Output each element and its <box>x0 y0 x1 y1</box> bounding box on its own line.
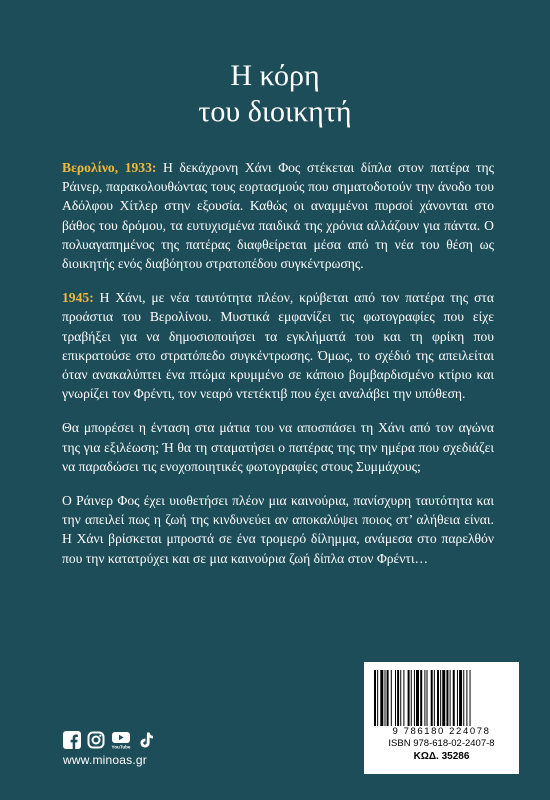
barcode-bar <box>427 670 428 726</box>
barcode-bars <box>372 670 511 726</box>
barcode-bar <box>463 670 464 726</box>
barcode-bar <box>442 670 445 726</box>
barcode-number: 9 786180 224078 <box>392 726 491 737</box>
barcode-bar <box>400 670 401 726</box>
barcode-bar <box>411 670 412 726</box>
barcode-bar <box>466 670 467 726</box>
barcode-bar <box>397 670 399 726</box>
instagram-icon <box>87 731 105 749</box>
paragraph-text: Η δεκάχρονη Χάνι Φος στέκεται δίπλα στον πατέρα της Ράινερ, παρακολουθώντας τους εορτασμούς που σηματοδοτούν την άνοδο του Αδόλφου Χίτλερ στην εξουσία. Καθώς οι αναμμένοι πυρσοί χάνονται στο βάθος του δρόμου, τα ευτυχισμένα παιδικά της χρόνια αλλάζουν για πάντα. Ο πολυαγαπημένος της πατέρας διαφθείρεται μέσα από τη νέα του θέση ως διοικητής ενός διαβόητου στρατοπέδου συγκέντρωσης. <box>62 160 494 272</box>
paragraph-lead: 1945: <box>62 290 94 306</box>
barcode-bar <box>377 670 378 726</box>
paragraph-2 <box>62 288 494 403</box>
barcode-bar <box>408 670 410 726</box>
paragraph-lead: Βερολίνο, 1933: <box>62 160 157 175</box>
product-code: ΚΩΔ. 35286 <box>413 751 470 762</box>
youtube-icon <box>111 731 131 749</box>
barcode-bar <box>440 670 441 726</box>
website-link[interactable]: www.minoas.gr <box>63 753 147 767</box>
barcode-bar <box>385 670 386 726</box>
barcode-bar <box>470 670 471 726</box>
barcode-bar <box>457 670 458 726</box>
book-title <box>0 58 550 130</box>
paragraph-text: Θα μπορέσει η ένταση στα μάτια του να αποσπάσει τη Χάνι από τον αγώνα της για εξιλέωση; Ή θα τη σταματήσει ο πατέρας της την ημέρα που σχεδιάζει να παραδώσει τις ενοχοποιητικές φωτογραφίες στους Συμμάχους; <box>62 420 494 474</box>
barcode-bar <box>424 670 425 726</box>
barcode-bar <box>374 670 376 726</box>
paragraph-text: Η Χάνι, με νέα ταυτότητα πλέον, κρύβεται από τον πατέρα της στα προάστια του Βερολίνου. Μυστικά εμφανίζει τις φωτογραφίες που είχε τραβήξει για να δημοσιοποιήσει τα εγκλήματά του και τη φρίκη που επικρατούσε στο στρατόπεδο συγκέντρωσης. Όμως, το σχέδιό της απειλείται όταν ανακαλύπτει ένα πτώμα κρυμμένο σε κάποιο βομβαρδισμένο κτίριο και γνωρίζει τον Φρέντι, τον νεαρό ντετέκτιβ που έχει αναλάβει την υπόθεση. <box>62 290 494 402</box>
social-icons <box>63 731 155 749</box>
barcode-bar <box>395 670 396 726</box>
barcode-bar <box>453 670 455 726</box>
barcode-bar <box>459 670 462 726</box>
title-line-2: του διοικητή <box>198 95 352 128</box>
isbn-text: ISBN 978-618-02-2407-8 <box>388 738 495 749</box>
barcode-bar <box>437 670 439 726</box>
barcode-bar <box>380 670 383 726</box>
barcode-bar <box>403 670 404 726</box>
paragraph-1 <box>62 158 494 273</box>
barcode-bar <box>420 670 422 726</box>
paragraph-4 <box>62 491 494 568</box>
svg-text:YouTube: YouTube <box>111 744 131 749</box>
barcode-bar <box>434 670 435 726</box>
barcode-bar <box>387 670 389 726</box>
barcode-bar <box>450 670 451 726</box>
barcode-bar <box>414 670 415 726</box>
barcode-bar <box>416 670 419 726</box>
barcode-bar <box>391 670 392 726</box>
barcode-bar <box>431 670 433 726</box>
synopsis <box>62 158 494 583</box>
tiktok-icon <box>137 731 155 749</box>
title-line-1: Η κόρη <box>230 59 320 92</box>
facebook-icon <box>63 731 81 749</box>
barcode-label <box>364 662 519 774</box>
paragraph-text: Ο Ράινερ Φος έχει υιοθετήσει πλέον μια καινούρια, πανίσχυρη ταυτότητα και την απειλεί πως η ζωή της κινδυνεύει αν αποκαλύψει ποιος στ’ αλήθεια είναι. Η Χάνι βρίσκεται μπροστά σε ένα τρομερό δίλημμα, ανάμεσα στο παρελθόν που την κατατρύχει και σε μια καινούρια ζωή δίπλα στον Φρέντι… <box>62 493 494 566</box>
paragraph-3 <box>62 418 494 476</box>
barcode-bar <box>446 670 448 726</box>
